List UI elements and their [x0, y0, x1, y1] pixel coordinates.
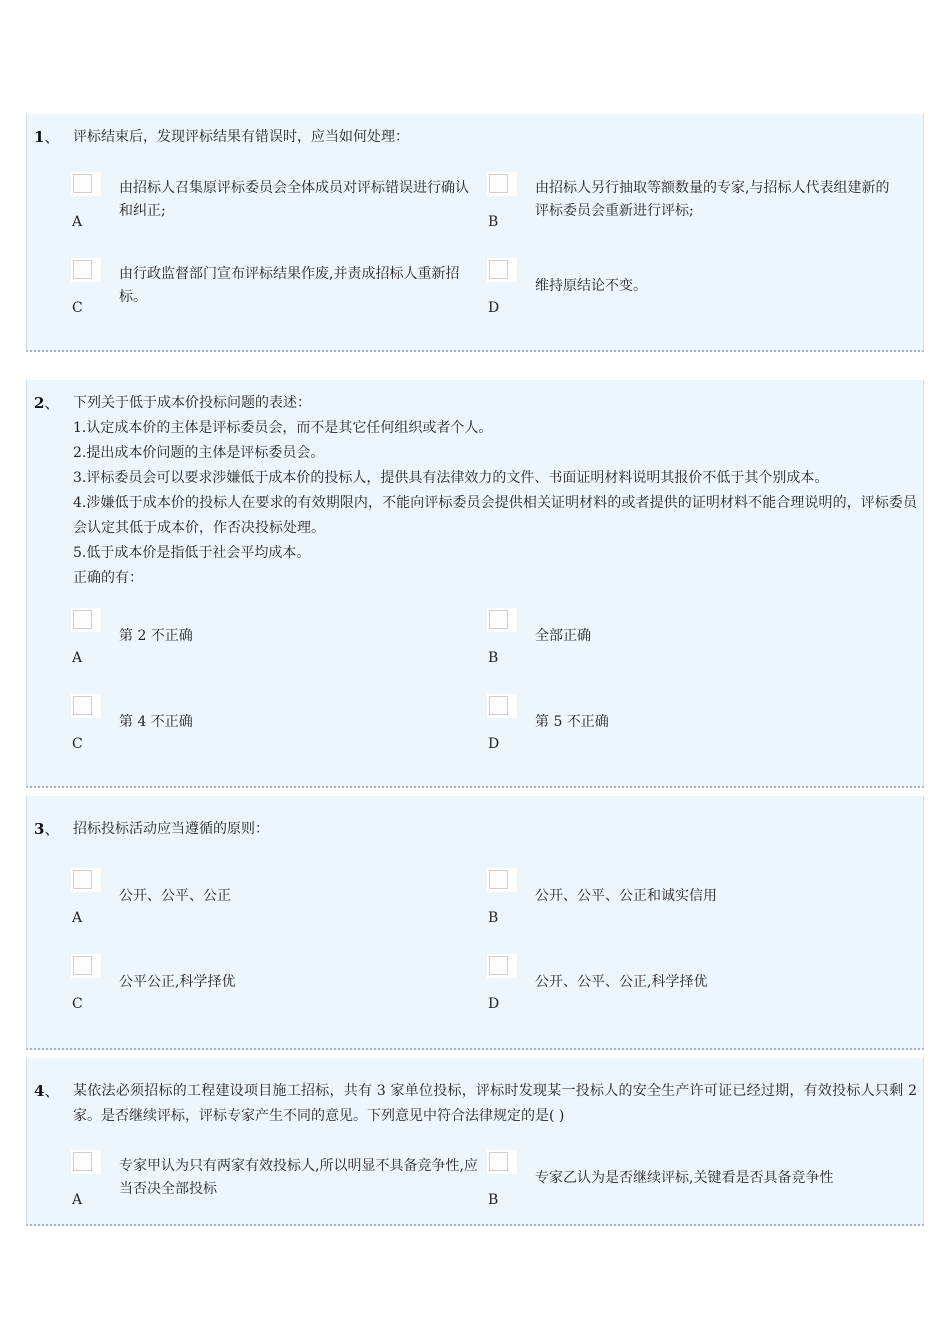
- question-gap: [26, 352, 924, 380]
- option-d-checkbox[interactable]: [487, 258, 517, 282]
- option-text: 维持原结论不变。: [535, 277, 647, 294]
- question-2: [26, 380, 924, 788]
- option-letter: A: [72, 1192, 83, 1208]
- option-text: 第 5 不正确: [535, 713, 609, 730]
- option-b-checkbox[interactable]: [487, 1150, 517, 1174]
- option-letter: C: [72, 300, 83, 316]
- option-d[interactable]: [487, 258, 897, 336]
- question-text: 评标结束后，发现评标结果有错误时，应当如何处理：: [73, 129, 409, 145]
- option-text: 公开、公平、公正和诚实信用: [535, 887, 717, 904]
- option-text: 专家乙认为是否继续评标,关键看是否具备竞争性: [535, 1169, 834, 1186]
- option-text: 公开、公平、公正: [119, 887, 231, 904]
- option-b[interactable]: [487, 172, 897, 250]
- option-letter: A: [72, 910, 83, 926]
- option-text: 公开、公平、公正,科学择优: [535, 973, 708, 990]
- question-1: [26, 114, 924, 352]
- option-c-checkbox[interactable]: [71, 694, 101, 718]
- question-number: 3、: [34, 820, 60, 838]
- question-3: [26, 796, 924, 1050]
- option-a-checkbox[interactable]: [71, 608, 101, 632]
- option-d-checkbox[interactable]: [487, 694, 517, 718]
- option-a[interactable]: [71, 608, 481, 686]
- question-number: 2、: [34, 394, 60, 412]
- option-b-checkbox[interactable]: [487, 868, 517, 892]
- option-letter: D: [488, 996, 500, 1012]
- option-c[interactable]: [71, 258, 481, 336]
- option-c-checkbox[interactable]: [71, 258, 101, 282]
- option-b[interactable]: [487, 608, 897, 686]
- option-b[interactable]: [487, 868, 897, 946]
- option-b-checkbox[interactable]: [487, 172, 517, 196]
- option-text: 公平公正,科学择优: [119, 973, 236, 990]
- option-letter: B: [488, 650, 499, 666]
- option-a[interactable]: [71, 1150, 481, 1228]
- option-letter: A: [72, 214, 83, 230]
- option-text: 第 4 不正确: [119, 713, 193, 730]
- option-text: 专家甲认为只有两家有效投标人,所以明显不具备竞争性,应当否决全部投标: [119, 1158, 478, 1197]
- option-text: 由招标人召集原评标委员会全体成员对评标错误进行确认和纠正;: [119, 180, 469, 219]
- option-letter: B: [488, 1192, 499, 1208]
- quiz-list: [26, 114, 924, 1226]
- question-gap: [26, 788, 924, 796]
- option-d[interactable]: [487, 694, 897, 772]
- option-letter: A: [72, 650, 83, 666]
- option-text: 由招标人另行抽取等额数量的专家,与招标人代表组建新的评标委员会重新进行评标;: [535, 180, 890, 219]
- question-4: [26, 1058, 924, 1226]
- question-number: 1、: [34, 128, 60, 146]
- question-text: 招标投标活动应当遵循的原则：: [73, 821, 269, 837]
- question-text: 某依法必须招标的工程建设项目施工招标，共有 3 家单位投标，评标时发现某一投标人的安全生产许可证已经过期，有效投标人只剩 2 家。是否继续评标，评标专家产生不同的意见。下列意见中符合法律规定的是( ): [73, 1083, 917, 1124]
- option-d[interactable]: [487, 954, 897, 1032]
- question-text: 下列关于低于成本价投标问题的表述： 1.认定成本价的主体是评标委员会，而不是其它任何组织或者个人。 2.提出成本价问题的主体是评标委员会。 3.评标委员会可以要求涉嫌低于成本价的投标人，提供具有法律效力的文件、书面证明材料说明其报价不低于其个别成本。 4.涉嫌低于成本价的投标人在要求的有效期限内，不能向评标委员会提供相关证明材料的或者提供的证明材料不能合理说明的，评标委员会认定其低于成本价，作否决投标处理。 5.低于成本价是指低于社会平均成本。 正确的有：: [73, 395, 917, 586]
- option-a-checkbox[interactable]: [71, 868, 101, 892]
- option-c-checkbox[interactable]: [71, 954, 101, 978]
- option-b[interactable]: [487, 1150, 897, 1228]
- option-a[interactable]: [71, 172, 481, 250]
- option-letter: C: [72, 996, 83, 1012]
- option-c[interactable]: [71, 694, 481, 772]
- option-text: 全部正确: [535, 627, 591, 644]
- option-d-checkbox[interactable]: [487, 954, 517, 978]
- option-c[interactable]: [71, 954, 481, 1032]
- option-a[interactable]: [71, 868, 481, 946]
- question-gap: [26, 1050, 924, 1058]
- option-letter: B: [488, 214, 499, 230]
- option-a-checkbox[interactable]: [71, 1150, 101, 1174]
- option-letter: B: [488, 910, 499, 926]
- option-a-checkbox[interactable]: [71, 172, 101, 196]
- option-text: 由行政监督部门宣布评标结果作废,并责成招标人重新招标。: [119, 266, 460, 305]
- option-b-checkbox[interactable]: [487, 608, 517, 632]
- option-letter: D: [488, 300, 500, 316]
- question-number: 4、: [34, 1082, 60, 1100]
- option-letter: C: [72, 736, 83, 752]
- option-letter: D: [488, 736, 500, 752]
- option-text: 第 2 不正确: [119, 627, 193, 644]
